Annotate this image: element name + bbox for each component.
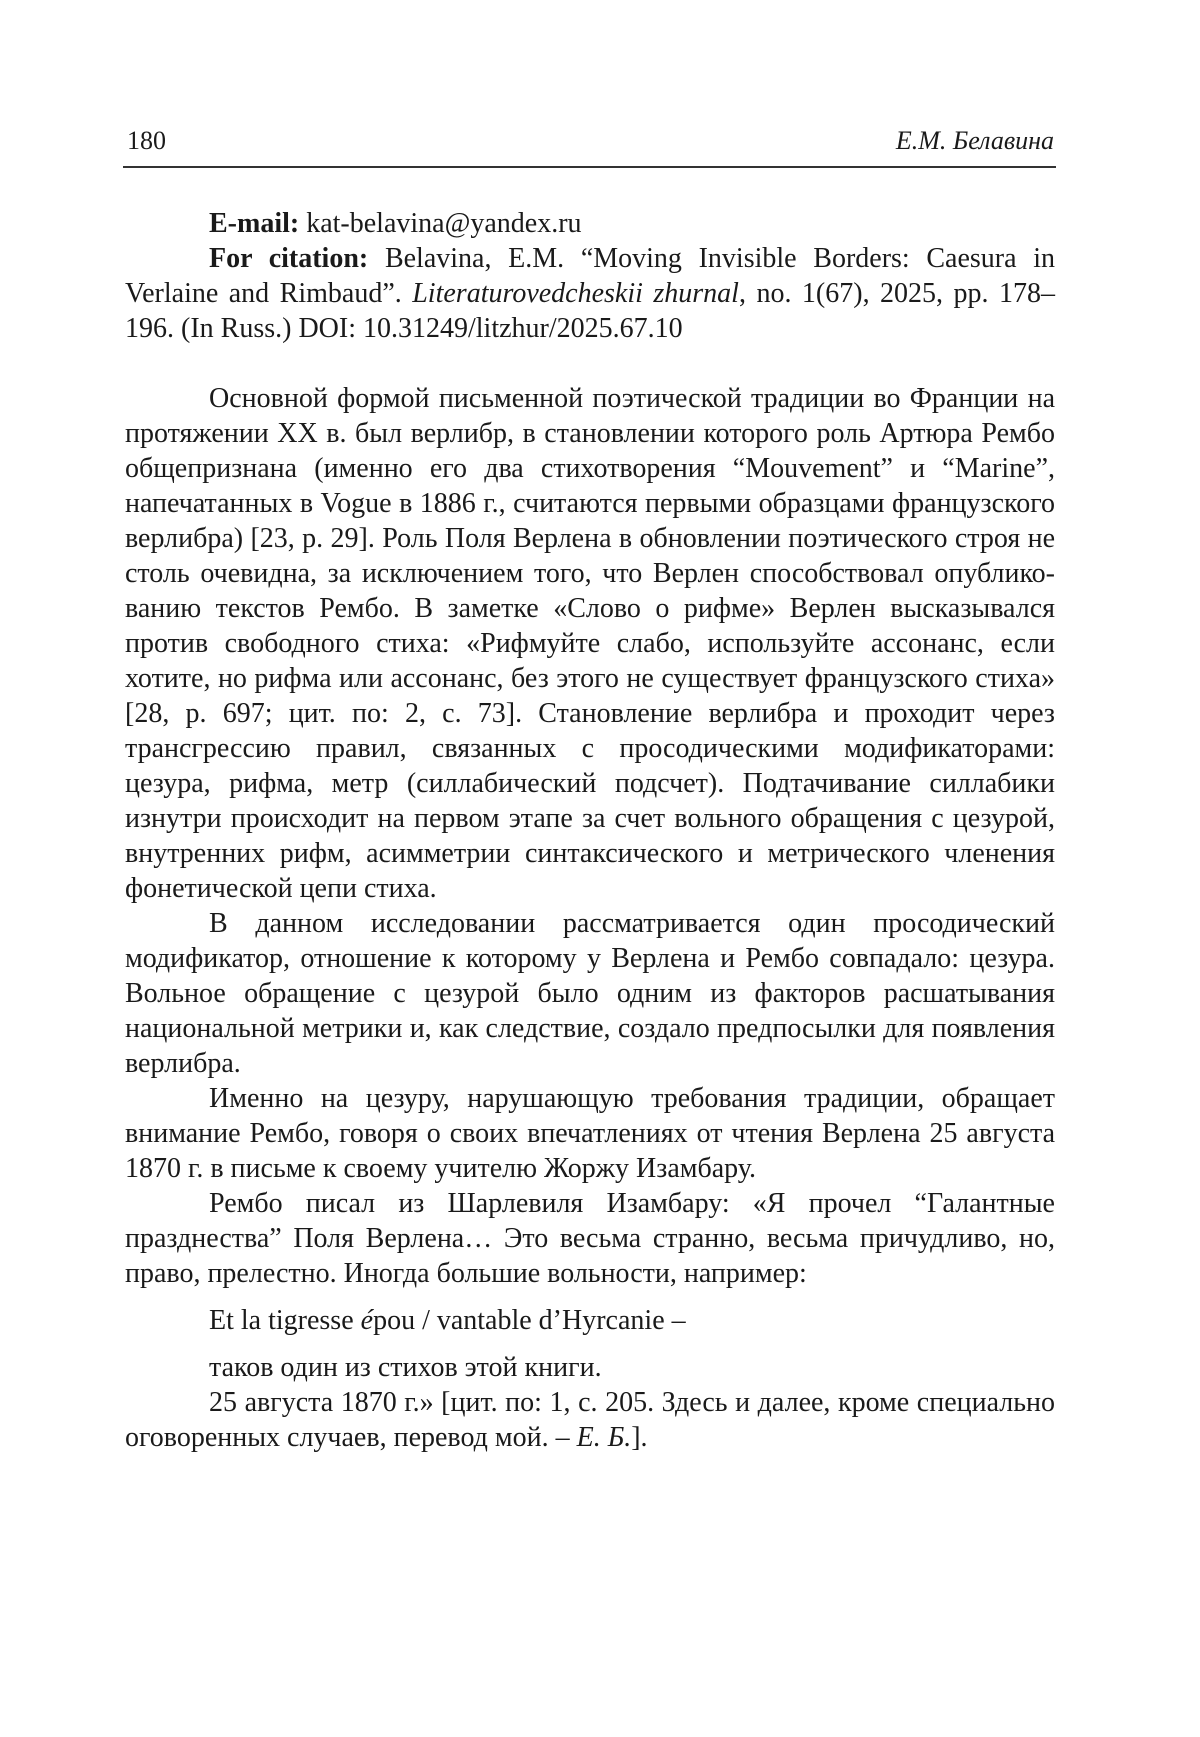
paragraph-1: Основной формой письменной поэтической традиции во Франции на протяжении XX в. был верлибр, в становлении которого роль Артюра Рембо общепризнана (именно его два стихотворения “Mouvement” и “Marine”, напечатанных в Vogue в 1886 г., считаются первыми образцами французского верлибра) [23, p. 29]. Роль Поля Верлена в обновлении поэтического строя не столь очевидна, за исключением того, что Верлен способствовал опубликованию текстов Рембо. В заметке «Слово о рифме» Верлен высказывался против свободного стиха: «Рифмуйте слабо, используйте ассонанс, если хотите, но рифма или ассонанс, без этого не существует французского стиха» [28, p. 697; цит. по: 2, с. 73]. Становление верлибра и проходит через трансгрессию правил, связанных с просодическими модификаторами: цезура, рифма, метр (силлабический подсчет). Подтачивание силлабики изнутри происходит на первом этапе за счет вольного обращения с цезурой, внутренних рифм, асимметрии синтаксического и метрического членения фонетической цепи стиха. (125, 383, 1055, 904)
paragraph-4: Рембо писал из Шарлевиля Изамбару: «Я прочел “Галантные празднества” Поля Верлена… Это весьма странно, весьма причудливо, но, право, прелестно. Иногда большие вольности, например: (125, 1188, 1055, 1289)
verse-part-2: pou / vantable d’Hyrcanie – (373, 1305, 686, 1336)
closing-initials: Е. Б. (576, 1422, 632, 1453)
closing-end: ]. (631, 1422, 648, 1453)
closing-text: 25 августа 1870 г.» [цит. по: 1, с. 205. Здесь и далее, кроме специально оговоренных случаев, перевод мой. – (125, 1387, 1055, 1453)
verse-quote (125, 1303, 1055, 1338)
verse-emphasis: é (360, 1305, 374, 1336)
closing-paragraph (125, 1385, 1055, 1455)
citation-journal: Literaturovedcheskii zhurnal (412, 278, 739, 309)
email-address: kat-belavina@yandex.ru (306, 208, 582, 239)
paragraph-3: Именно на цезуру, нарушающую требования традиции, обращает внимание Рембо, говоря о своих впечатлениях от чтения Верлена 25 августа 1870 г. в письме к своему учителю Жоржу Изамбару. (125, 1083, 1055, 1184)
running-head-author: Е.М. Белавина (895, 126, 1054, 155)
email-label: E-mail: (209, 208, 300, 239)
running-head (123, 126, 1056, 168)
paragraph-2: В данном исследовании рассматривается один просодический модификатор, отношение к которому у Верлена и Рембо совпадало: цезура. Вольное обращение с цезурой было одним из факторов расшатывания национальной метрики и, как следствие, создало предпосылки для появления верлибра. (125, 908, 1055, 1079)
citation-rest: , no. 1(67), 2025, pp. 178–196. (In Russ.) DOI: 10.31249/litzhur/2025.67.10 (125, 278, 1055, 344)
article-body (125, 206, 1055, 1455)
citation-label: For citation: (209, 243, 369, 274)
after-verse-line: таков один из стихов этой книги. (209, 1352, 602, 1383)
page-number: 180 (127, 126, 166, 155)
verse-part-1: Et la tigresse (209, 1305, 361, 1336)
article-meta (125, 206, 1055, 346)
citation-text: Belavina, E.M. “Moving Invisible Borders: Caesura in Verlaine and Rimbaud”. (125, 243, 1056, 309)
citation-line (125, 241, 1055, 346)
email-line (125, 206, 1055, 241)
